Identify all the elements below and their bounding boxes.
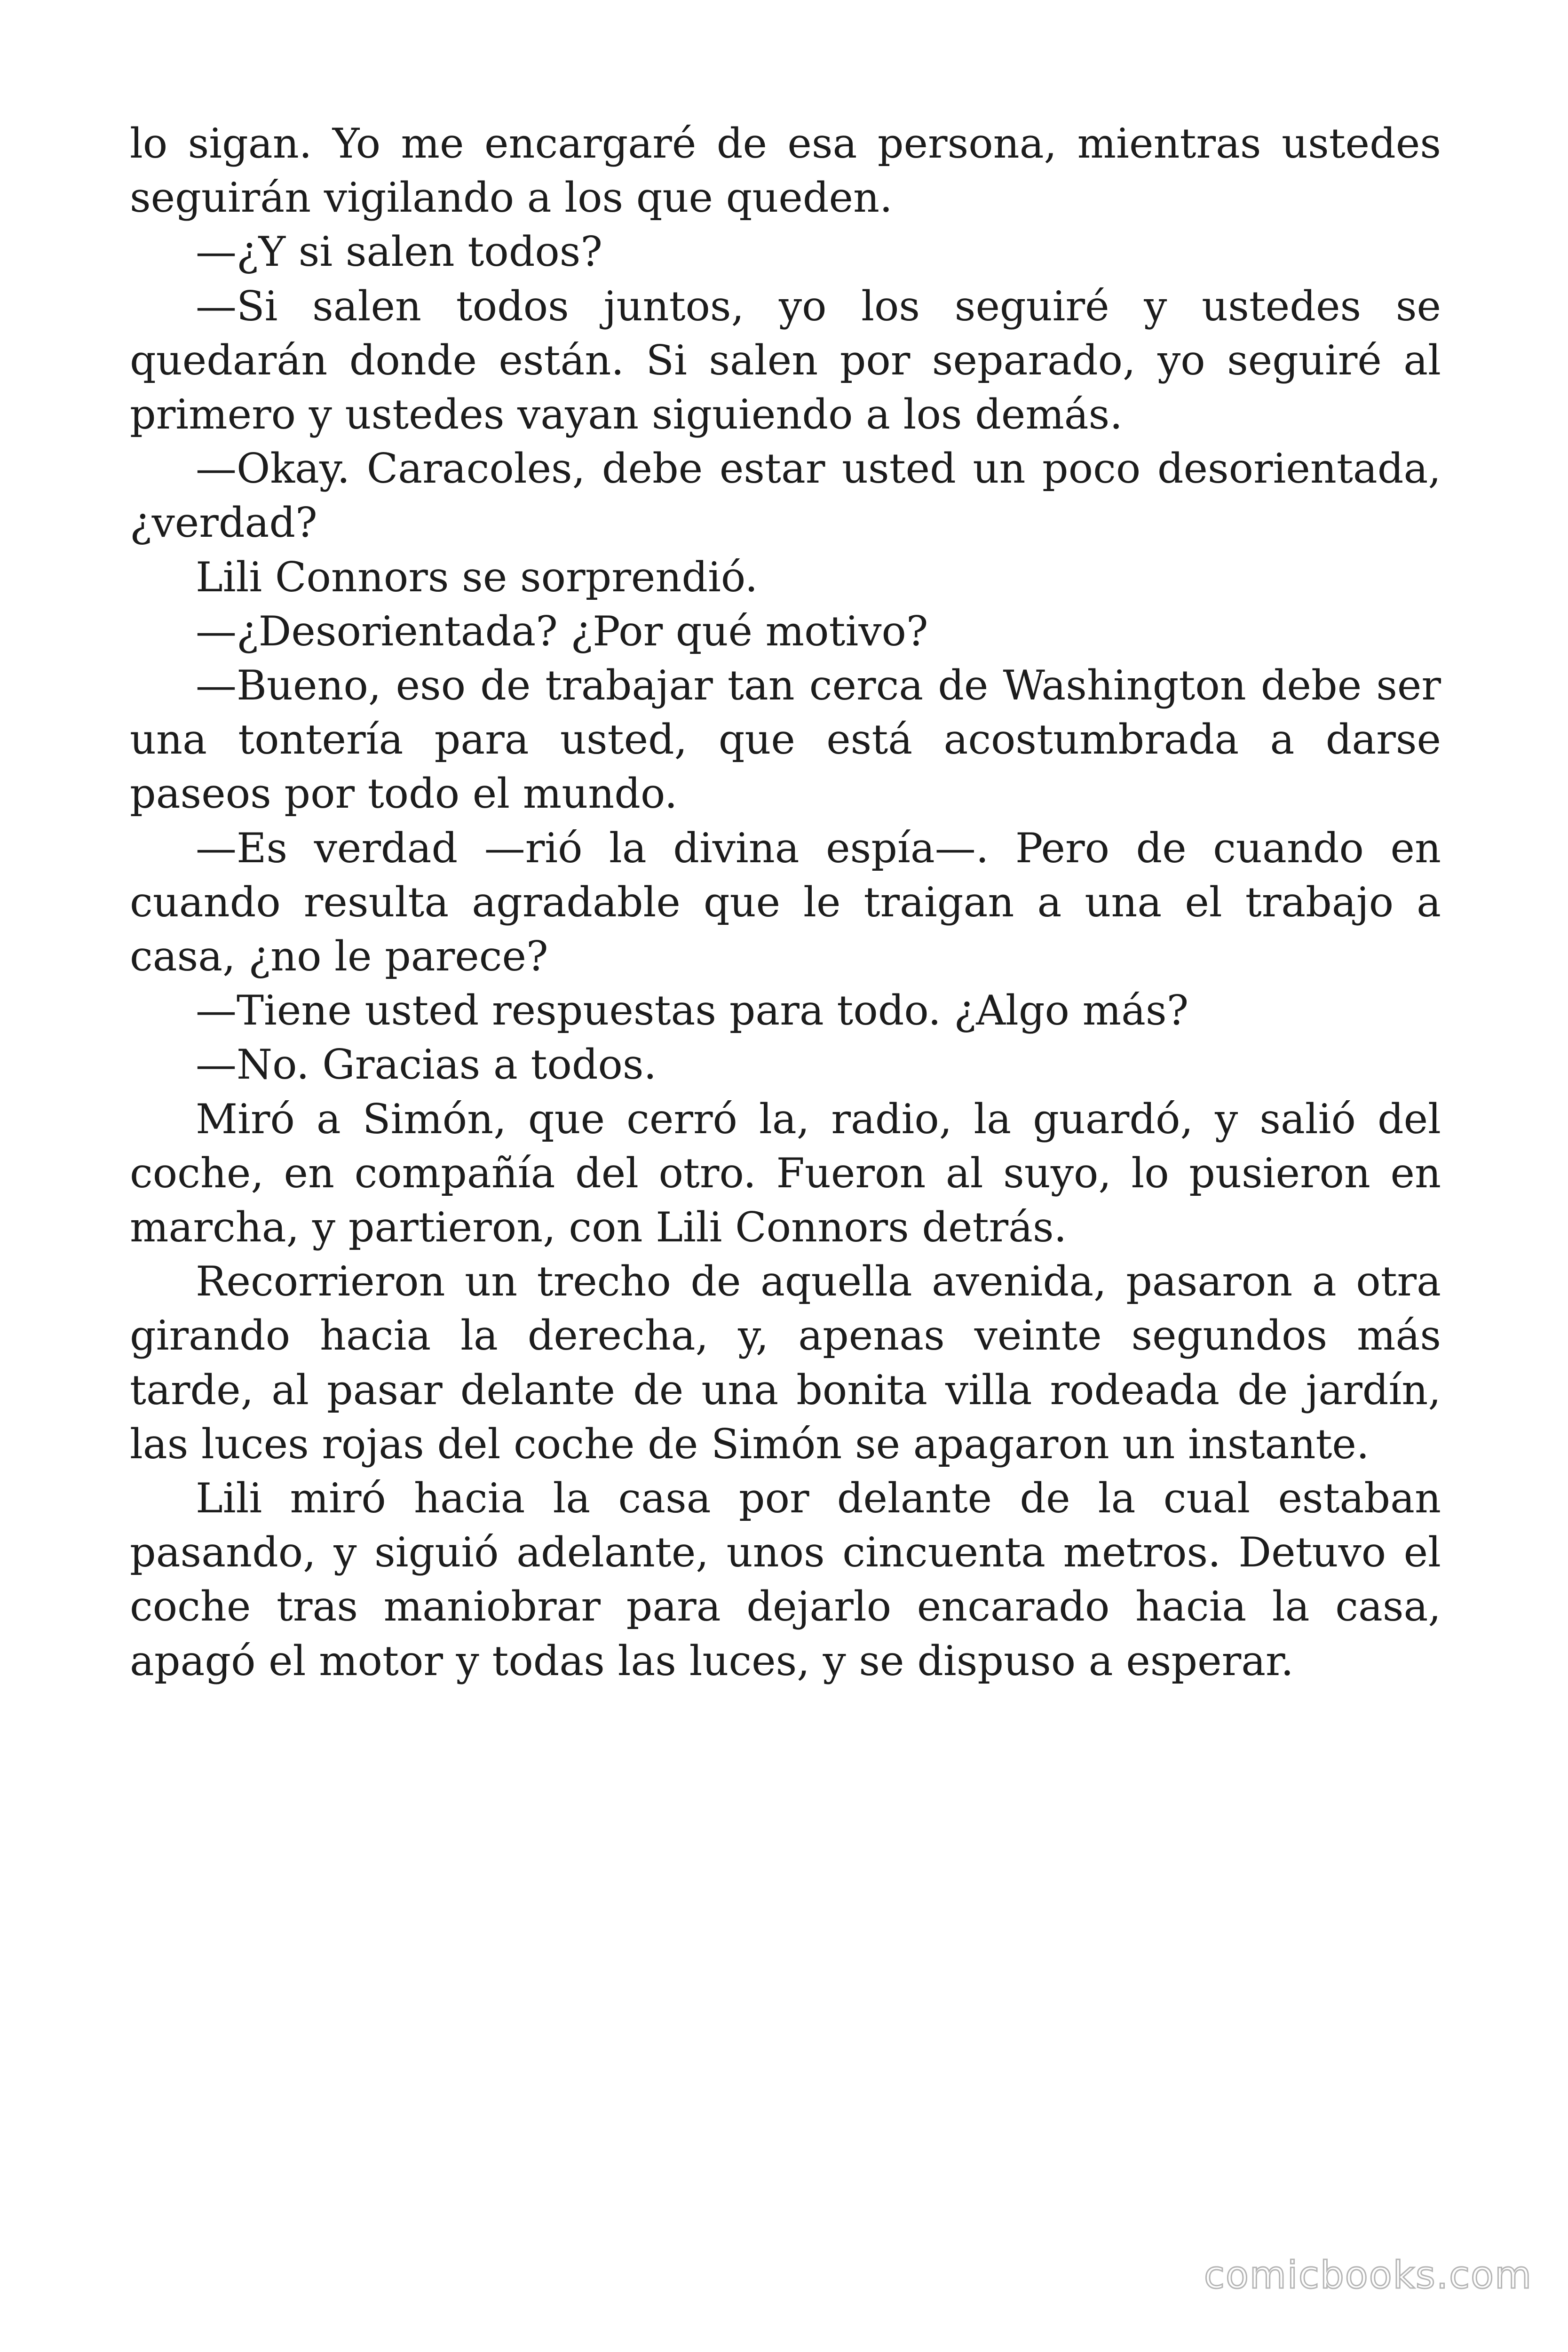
paragraph: —Tiene usted respuestas para todo. ¿Algo más? (196, 986, 1189, 1035)
paragraph: —Si salen todos juntos, yo los seguiré y ustedes se quedarán donde están. Si salen por separado, yo seguiré al primero y ustedes vayan siguiendo a los demás. (130, 282, 1441, 439)
paragraph: —¿Desorientada? ¿Por qué motivo? (196, 607, 928, 655)
page-body (130, 117, 1441, 1688)
paragraph: —No. Gracias a todos. (196, 1041, 657, 1089)
paragraph: Lili Connors se sorprendió. (196, 553, 758, 601)
paragraph: —Es verdad —rió la divina espía—. Pero de cuando en cuando resulta agradable que le traigan a una el trabajo a casa, ¿no le parece? (130, 824, 1441, 981)
paragraph: —¿Y si salen todos? (196, 228, 603, 276)
watermark: comicbooks.com (1204, 2253, 1532, 2297)
paragraph: Lili miró hacia la casa por delante de la cual estaban pasando, y siguió adelante, unos cincuenta metros. Detuvo el coche tras maniobrar para dejarlo encarado hacia la casa, apagó el motor y todas las luces, y se dispuso a esperar. (130, 1474, 1441, 1685)
paragraph: Recorrieron un trecho de aquella avenida, pasaron a otra girando hacia la derecha, y, apenas veinte segundos más tarde, al pasar delante de una bonita villa rodeada de jardín, las luces rojas del coche de Simón se apagaron un instante. (130, 1257, 1441, 1468)
paragraph: —Bueno, eso de trabajar tan cerca de Washington debe ser una tontería para usted, que está acostumbrada a darse paseos por todo el mundo. (130, 661, 1441, 818)
paragraph: —Okay. Caracoles, debe estar usted un poco desorientada, ¿verdad? (130, 445, 1441, 547)
paragraph: Miró a Simón, que cerró la, radio, la guardó, y salió del coche, en compañía del otro. Fueron al suyo, lo pusieron en marcha, y partieron, con Lili Connors detrás. (130, 1095, 1441, 1252)
paragraph: lo sigan. Yo me encargaré de esa persona, mientras ustedes seguirán vigilando a los que queden. (130, 119, 1441, 222)
